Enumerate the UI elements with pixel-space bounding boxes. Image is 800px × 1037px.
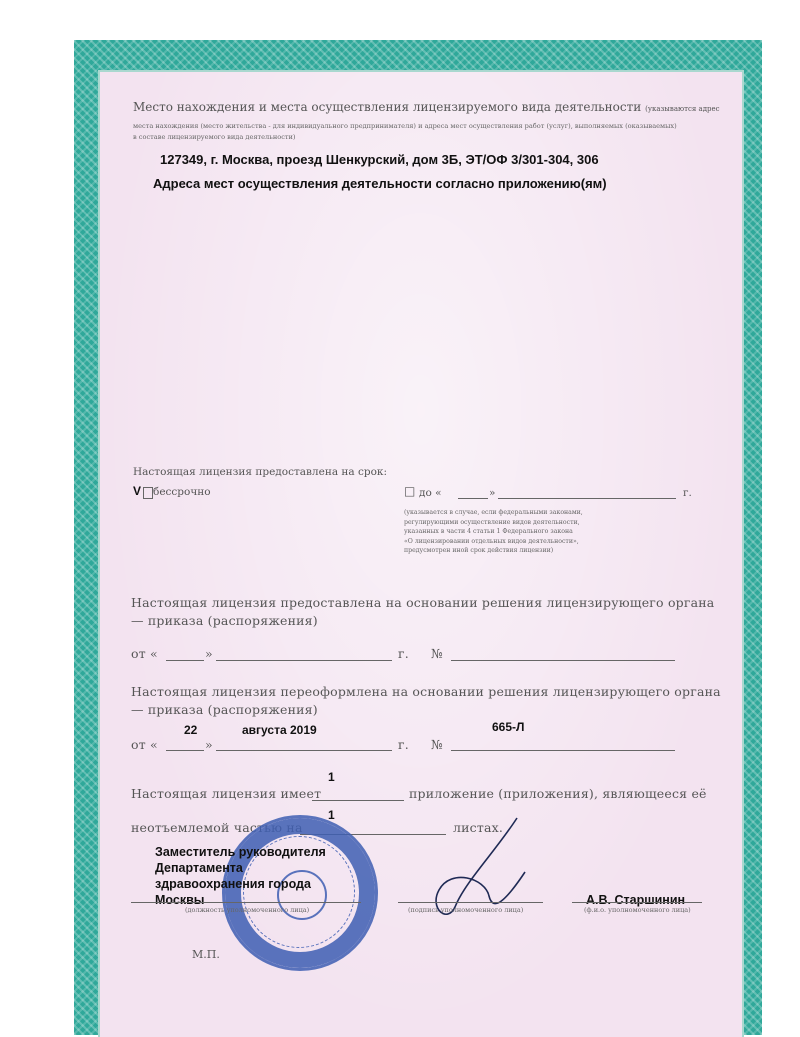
signer-name: А.В. Старшинин <box>586 893 686 907</box>
reissued-number: 665-Л <box>492 720 525 734</box>
indefinite-box <box>143 487 153 499</box>
reissued-number-line <box>451 750 675 751</box>
addresses-note: Адреса мест осуществления деятельности согласно приложению(ям) <box>153 176 607 191</box>
term-note-3: указанных в части 4 статьи 1 Федерального закона <box>404 528 573 535</box>
granted-month-line <box>216 660 392 661</box>
term-label: Настоящая лицензия предоставлена на срок: <box>133 466 388 478</box>
reissued-num: № <box>431 737 444 752</box>
granted-year: г. <box>398 646 409 661</box>
sign-caption: (подпись уполномоченного лица) <box>408 906 524 914</box>
location-note-1: (указываются адрес <box>645 105 720 113</box>
granted-num: № <box>431 646 444 661</box>
until-month-line <box>498 498 676 499</box>
reissued-close: » <box>205 737 213 752</box>
appendix-count-2: 1 <box>328 808 335 822</box>
term-note-5: предусмотрен иной срок действия лицензии) <box>404 547 554 554</box>
reissued-month-year: августа 2019 <box>242 723 317 737</box>
location-note-3: в составе лицензируемого вида деятельности) <box>133 133 296 141</box>
reissued-day-line <box>166 750 204 751</box>
term-note-2: регулирующими осуществление видов деятельности, <box>404 518 580 526</box>
term-note-4: «О лицензировании отдельных видов деятельности», <box>404 537 579 545</box>
granted-from: от « <box>131 646 158 661</box>
appendix-text-1a: Настоящая лицензия имеет <box>131 786 322 801</box>
until-year: г. <box>683 487 692 499</box>
position-line <box>131 902 361 903</box>
indefinite-checkbox: V <box>133 484 142 498</box>
name-line <box>572 902 702 903</box>
reissued-from: от « <box>131 737 158 752</box>
term-note-1: (указывается в случае, если федеральными законами, <box>404 509 583 516</box>
granted-day-line <box>166 660 204 661</box>
stamp-place-label: М.П. <box>192 948 220 961</box>
sign-line <box>398 902 543 903</box>
location-note-2: места нахождения (место жительства - для индивидуального предпринимателя) и адреса мест осуществления работ (услуг), выполняемых (оказываемых) <box>133 122 677 130</box>
granted-text-2: — приказа (распоряжения) <box>131 613 318 628</box>
appendix-count-1-line <box>312 800 404 801</box>
granted-close: » <box>205 646 213 661</box>
position-caption: (должность уполномоченного лица) <box>185 906 310 914</box>
location-title-text: Место нахождения и места осуществления лицензируемого вида деятельности <box>133 100 642 114</box>
appendix-count-1: 1 <box>328 770 335 784</box>
appendix-text-1b: приложение (приложения), являющееся её <box>409 786 707 801</box>
signer-position <box>155 844 326 908</box>
appendix-text-2b: листах. <box>453 820 504 835</box>
until-label: до « <box>419 487 442 499</box>
signer-position-1: Заместитель руководителя <box>155 845 326 859</box>
reissued-year: г. <box>398 737 409 752</box>
name-caption: (ф.и.о. уполномоченного лица) <box>584 906 691 914</box>
until-close: » <box>489 487 496 499</box>
location-title <box>133 100 720 114</box>
signer-position-3: здравоохранения города <box>155 877 311 891</box>
granted-text-1: Настоящая лицензия предоставлена на основании решения лицензирующего органа <box>131 595 715 610</box>
term-note <box>404 508 583 556</box>
reissued-month-line <box>216 750 392 751</box>
until-day-line <box>458 498 488 499</box>
reissued-text-1: Настоящая лицензия переоформлена на основании решения лицензирующего органа <box>131 684 721 699</box>
reissued-text-2: — приказа (распоряжения) <box>131 702 318 717</box>
granted-number-line <box>451 660 675 661</box>
until-checkbox: □ <box>404 484 416 498</box>
reissued-day: 22 <box>184 723 198 737</box>
license-address: 127349, г. Москва, проезд Шенкурский, дом 3Б, ЭТ/ОФ 3/301-304, 306 <box>160 152 599 167</box>
indefinite-label: бессрочно <box>153 486 211 498</box>
signer-position-2: Департамента <box>155 861 243 875</box>
appendix-text-2a: неотъемлемой частью на <box>131 820 303 835</box>
signer-position-4: Москвы <box>155 893 205 907</box>
